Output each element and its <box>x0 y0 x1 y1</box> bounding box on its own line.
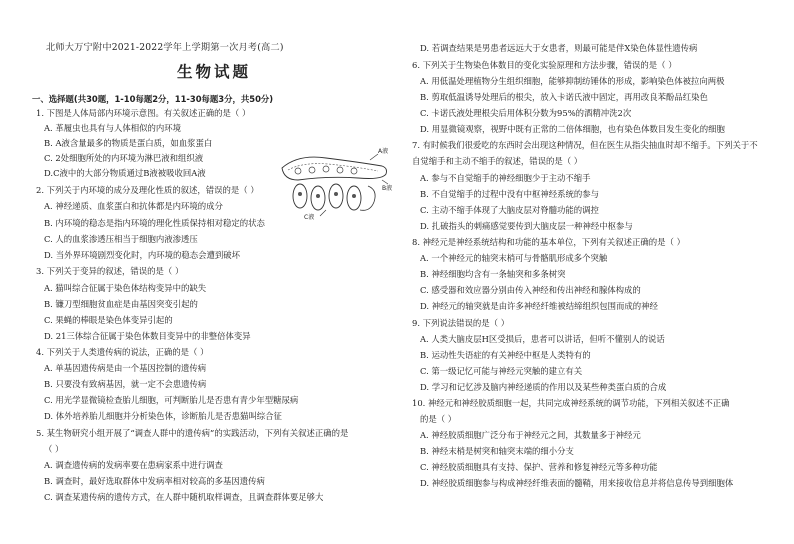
question-line: 自觉缩手和主动不缩手的叙述，错误的是（ ） <box>412 156 583 166</box>
question-line: C. 主动不缩手体现了大脑皮层对脊髓功能的调控 <box>420 205 599 215</box>
label-b: B液 <box>382 185 393 192</box>
question-line: C. 2处细胞所处的内环境为淋巴液和组织液 <box>44 153 204 163</box>
question-line: D. 用显微镜观察，视野中既有正常的二倍体细胞，也有染色体数目发生变化的细胞 <box>420 124 725 134</box>
question-line: 8. 神经元是神经系统结构和功能的基本单位，下列有关叙述正确的是（ ） <box>412 237 685 247</box>
question-line: C. 感受器和效应器分别由传入神经和传出神经和腺体构成的 <box>420 285 641 295</box>
question-line: B. 调查时，最好选取群体中发病率相对较高的多基因遗传病 <box>44 476 265 486</box>
tissue-diagram <box>278 144 400 220</box>
question-line: D. 体外培养胎儿细胞并分析染色体，诊断胎儿是否患猫叫综合征 <box>44 411 282 421</box>
question-line: 的是（ ） <box>420 414 457 424</box>
question-line: A. 单基因遗传病是由一个基因控制的遗传病 <box>44 363 207 373</box>
question-line: C. 第一级记忆可能与神经元突触的建立有关 <box>420 366 583 376</box>
question-line: D. 21三体综合征属于染色体数目变异中的非整倍体变异 <box>44 331 251 341</box>
question-line: D.C液中的大部分物质通过B液被吸收回A液 <box>44 168 206 178</box>
question-line: A. 人类大脑皮层H区受损后，患者可以讲话，但听不懂别人的说话 <box>420 334 665 344</box>
question-line: B. 不自觉缩手的过程中没有中枢神经系统的参与 <box>420 189 599 199</box>
question-line: 5. 某生物研究小组开展了“调查人群中的遗传病”的实践活动，下列有关叙述正确的是 <box>36 428 349 438</box>
question-line: C. 调查某遗传病的遗传方式，在人群中随机取样调查，且调查群体要足够大 <box>44 492 324 502</box>
question-line: B. 剪取低温诱导处理后的根尖，放入卡诺氏液中固定，再用改良苯酚品红染色 <box>420 92 708 102</box>
question-line: 4. 下列关于人类遗传病的说法，正确的是（ ） <box>36 347 209 357</box>
question-line: D. 当外界环境剧烈变化时，内环境的稳态会遭到破坏 <box>44 250 240 260</box>
question-line: D. 学习和记忆涉及脑内神经递质的作用以及某些种类蛋白质的合成 <box>420 382 667 392</box>
question-line: 10. 神经元和神经胶质细胞一起，共同完成神经系统的调节功能，下列相关叙述不正确 <box>412 398 730 408</box>
section-heading: 一、选择题(共30题，1-10每题2分，11-30每题3分，共50分) <box>32 94 274 104</box>
question-line: 9. 下列说法错误的是（ ） <box>412 318 510 328</box>
question-line: A. 神经递质、血浆蛋白和抗体都是内环境的成分 <box>44 201 223 211</box>
question-line: 3. 下列关于变异的叙述，错误的是（ ） <box>36 266 184 276</box>
question-line: B. 运动性失语症的有关神经中枢是人类特有的 <box>420 350 591 360</box>
question-line: 6. 下列关于生物染色体数目的变化实验原理和方法步骤，错误的是（ ） <box>412 60 677 70</box>
label-c: C液 <box>304 214 315 220</box>
question-line: A. 用低温处理植物分生组织细胞，能够抑制纺锤体的形成，影响染色体被拉向两极 <box>420 76 725 86</box>
question-line: A. 调查遗传病的发病率要在患病家系中进行调查 <box>44 460 223 470</box>
question-line: B. 只要没有致病基因，就一定不会患遗传病 <box>44 379 207 389</box>
question-line: D. 若调查结果是男患者远远大于女患者，则最可能是伴X染色体显性遗传病 <box>420 43 698 53</box>
question-line: D. 扎破指头的刺痛感觉要传到大脑皮层一种神经中枢参与 <box>420 221 633 231</box>
question-line: D. 神经胶质细胞参与构成神经纤维表面的髓鞘，用来接收信息并将信息传导到细胞体 <box>420 478 734 488</box>
exam-header: 北师大万宁附中2021-2022学年上学期第一次月考(高二) <box>46 42 284 53</box>
question-line: A. 一个神经元的轴突末梢可与骨骼肌形成多个突触 <box>420 253 608 263</box>
question-line: A. 神经胶质细胞广泛分布于神经元之间，其数量多于神经元 <box>420 430 641 440</box>
question-line: B. 神经细胞均含有一条轴突和多条树突 <box>420 269 566 279</box>
question-line: C. 神经胶质细胞具有支持、保护、营养和修复神经元等多种功能 <box>420 462 658 472</box>
question-line: D. 神经元的轴突就是由许多神经纤维被结缔组织包围而成的神经 <box>420 301 658 311</box>
question-line: （ ） <box>44 444 64 454</box>
question-line: A. 猫叫综合征属于染色体结构变异中的缺失 <box>44 283 207 293</box>
question-line: C. 人的血浆渗透压相当于细胞内液渗透压 <box>44 234 198 244</box>
question-line: B. 内环境的稳态是指内环境的理化性质保持相对稳定的状态 <box>44 218 265 228</box>
question-line: B. 神经末梢是树突和轴突末端的细小分支 <box>420 446 574 456</box>
question-line: C. 卡诺氏液处理根尖后用体积分数为95%的酒精冲洗2次 <box>420 108 632 118</box>
label-a: A液 <box>378 148 389 155</box>
question-line: 7. 有时候我们很爱吃的东西时会出现这种情况，但在医生从指尖抽血时却不缩手。下列关于不 <box>412 140 758 150</box>
question-line: A. 参与不自觉缩手的神经细胞少于主动不缩手 <box>420 173 591 183</box>
question-line: 2. 下列关于内环境的成分及理化性质的叙述，错误的是（ ） <box>36 185 259 195</box>
page-title: 生物试题 <box>177 63 252 81</box>
question-line: A. 革履虫也具有与人体相似的内环境 <box>44 123 181 133</box>
question-line: C. 用光学显微镜检查胎儿细胞，可判断胎儿是否患有青少年型糖尿病 <box>44 395 299 405</box>
question-line: B. A液含量最多的物质是蛋白质，如血浆蛋白 <box>44 138 213 148</box>
question-line: C. 果蝇的棒眼是染色体变异引起的 <box>44 315 173 325</box>
question-line: 1. 下图是人体局部内环境示意图。有关叙述正确的是（ ） <box>36 108 251 118</box>
question-line: B. 镰刀型细胞贫血症是由基因突变引起的 <box>44 299 198 309</box>
